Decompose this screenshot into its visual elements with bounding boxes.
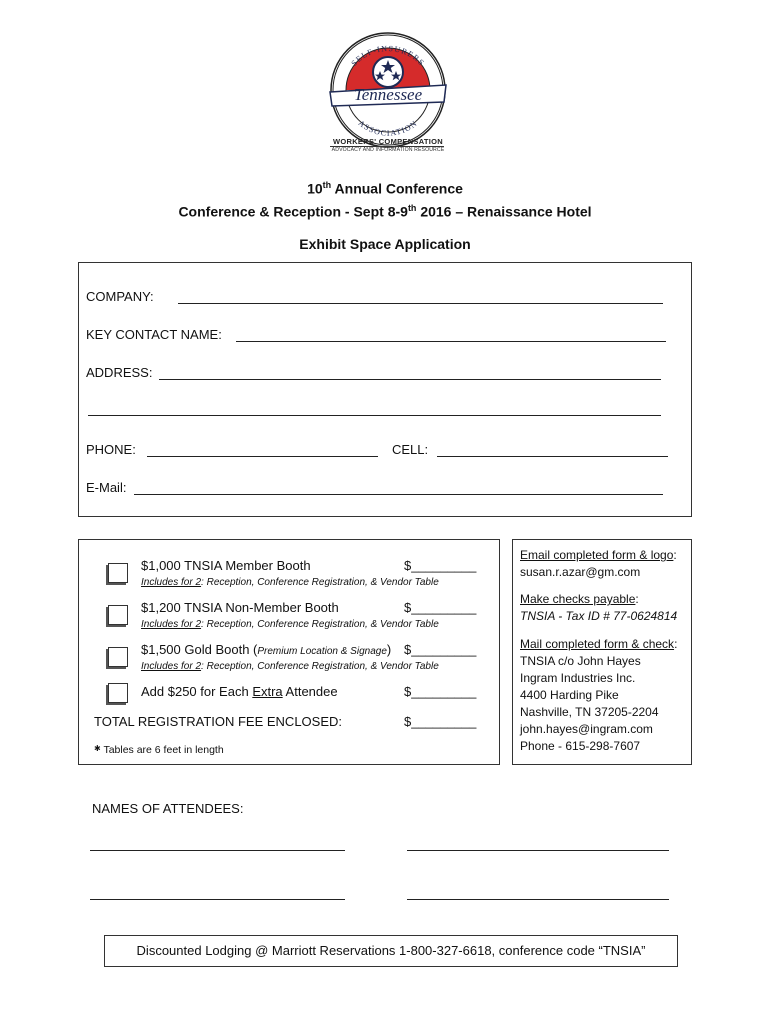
mail-line: Nashville, TN 37205-2204 xyxy=(520,705,659,719)
phone-field[interactable] xyxy=(147,456,378,457)
logo-tagline-2: ADVOCACY AND INFORMATION RESOURCE xyxy=(331,147,445,153)
key-contact-field[interactable] xyxy=(236,341,666,342)
nonmember-booth-amount[interactable]: $_________ xyxy=(404,600,477,615)
mail-line: Phone - 615-298-7607 xyxy=(520,739,641,753)
nonmember-booth-note: Includes for 2: Reception, Conference Registration, & Vendor Table xyxy=(141,619,439,630)
member-booth-note: Includes for 2: Reception, Conference Registration, & Vendor Table xyxy=(141,577,439,588)
nonmember-booth-checkbox[interactable] xyxy=(108,605,128,625)
attendee-name-field[interactable] xyxy=(90,850,345,851)
email-instructions-address[interactable]: susan.r.azar@gm.com xyxy=(520,565,641,579)
nonmember-booth-label: $1,200 TNSIA Non-Member Booth xyxy=(141,600,339,615)
extra-attendee-label: Add $250 for Each Extra Attendee xyxy=(141,684,338,699)
attendee-name-field[interactable] xyxy=(90,899,345,900)
mail-line: TNSIA c/o John Hayes xyxy=(520,654,641,668)
gold-booth-checkbox[interactable] xyxy=(108,647,128,667)
address-field-2[interactable] xyxy=(88,415,661,416)
member-booth-checkbox[interactable] xyxy=(108,563,128,583)
cell-label: CELL: xyxy=(392,442,429,457)
extra-attendee-amount[interactable]: $_________ xyxy=(404,684,477,699)
address-label: ADDRESS: xyxy=(86,365,153,380)
phone-label: PHONE: xyxy=(86,442,136,457)
header-line-2: Conference & Reception - Sept 8-9th 2016 – Renaissance Hotel xyxy=(178,203,592,220)
attendee-name-field[interactable] xyxy=(407,899,669,900)
mail-line: 4400 Harding Pike xyxy=(520,688,619,702)
key-contact-label: KEY CONTACT NAME: xyxy=(86,327,222,342)
cell-field[interactable] xyxy=(437,456,668,457)
mail-heading: Mail completed form & check: xyxy=(520,637,678,651)
email-label: E-Mail: xyxy=(86,480,127,495)
header-line-1: 10th Annual Conference xyxy=(307,180,463,197)
member-booth-amount[interactable]: $_________ xyxy=(404,558,477,573)
gold-booth-label: $1,500 Gold Booth (Premium Location & Signage) xyxy=(141,642,392,657)
total-fee-label: TOTAL REGISTRATION FEE ENCLOSED: xyxy=(94,714,343,729)
logo-ring-bottom: ASSOCIATION xyxy=(356,118,420,138)
email-instructions-heading: Email completed form & logo: xyxy=(520,548,677,562)
gold-booth-note: Includes for 2: Reception, Conference Registration, & Vendor Table xyxy=(141,661,439,672)
tables-footnote: ✱ Tables are 6 feet in length xyxy=(94,744,224,756)
total-fee-amount[interactable]: $_________ xyxy=(404,714,477,729)
logo-script: Tennessee xyxy=(353,85,423,104)
extra-attendee-checkbox[interactable] xyxy=(108,683,128,703)
attendee-name-field[interactable] xyxy=(407,850,669,851)
bullet-icon: ✱ xyxy=(94,744,101,753)
logo-tagline-1: WORKERS' COMPENSATION xyxy=(332,137,444,146)
checks-heading: Make checks payable: xyxy=(520,592,639,606)
page-title: Exhibit Space Application xyxy=(299,236,471,252)
mail-line[interactable]: john.hayes@ingram.com xyxy=(520,722,653,736)
company-field[interactable] xyxy=(178,303,663,304)
gold-booth-amount[interactable]: $_________ xyxy=(404,642,477,657)
company-label: COMPANY: xyxy=(86,289,154,304)
attendees-heading: NAMES OF ATTENDEES: xyxy=(92,801,244,816)
email-field[interactable] xyxy=(134,494,663,495)
checks-payee: TNSIA - Tax ID # 77-0624814 xyxy=(520,609,678,623)
logo-ring-top: SELF-INSURERS xyxy=(349,43,427,68)
mail-line: Ingram Industries Inc. xyxy=(520,671,636,685)
member-booth-label: $1,000 TNSIA Member Booth xyxy=(141,558,311,573)
address-field-1[interactable] xyxy=(159,379,661,380)
lodging-text: Discounted Lodging @ Marriott Reservations 1-800-327-6618, conference code “TNSIA” xyxy=(136,943,646,958)
contact-box xyxy=(78,262,692,517)
